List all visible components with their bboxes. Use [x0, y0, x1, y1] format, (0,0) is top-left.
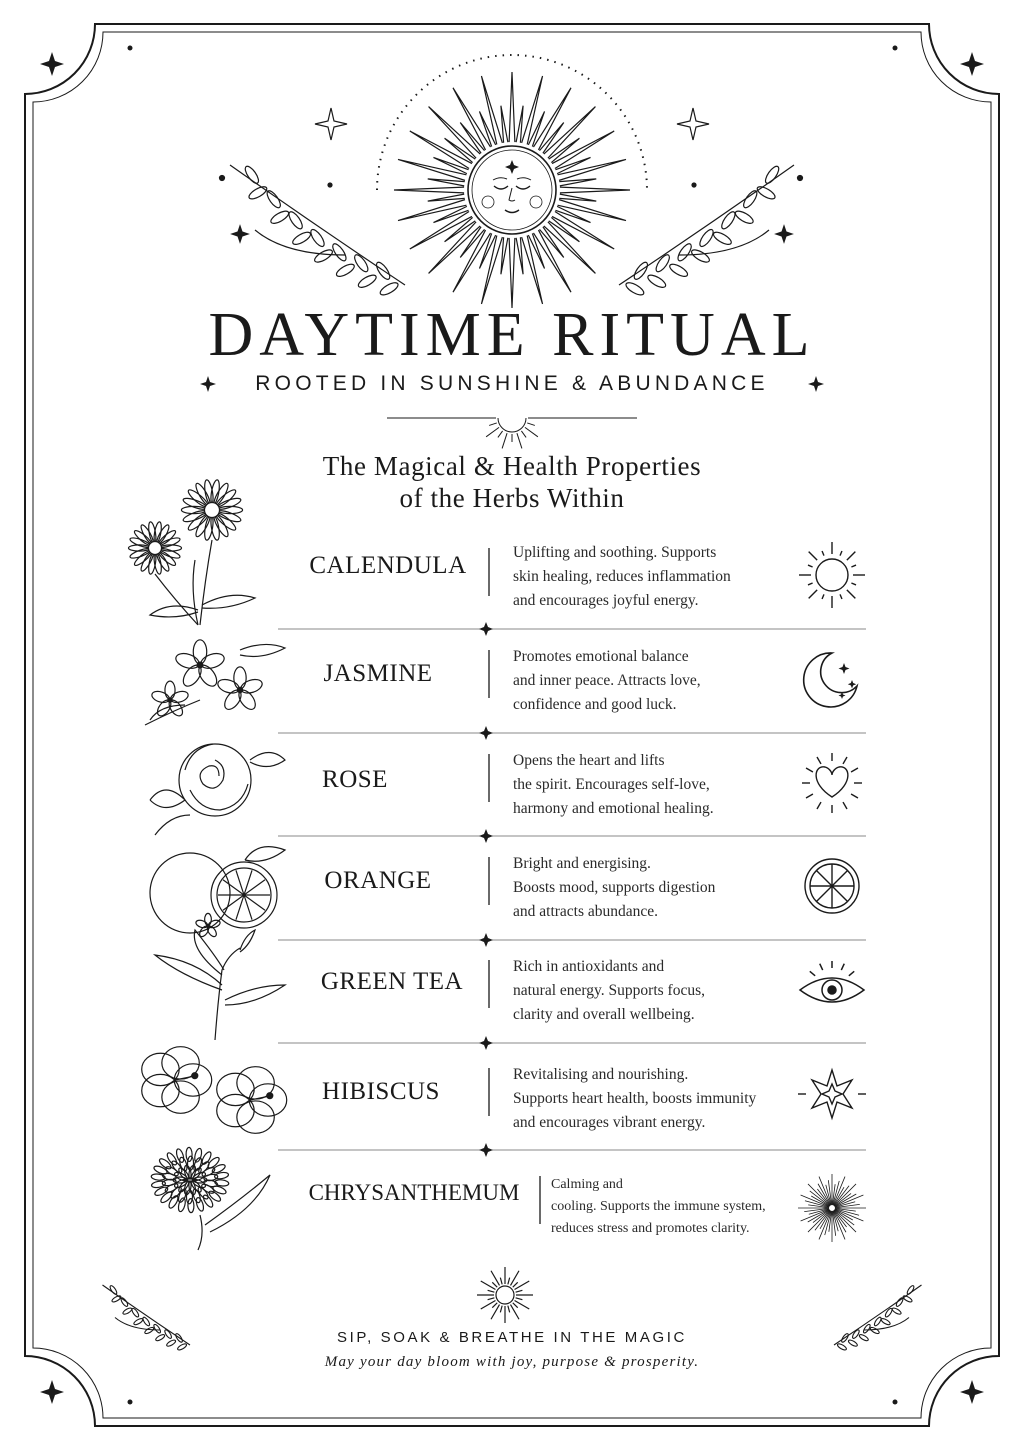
description-line: Bright and energising.	[513, 855, 651, 872]
description-line: and encourages joyful energy.	[513, 592, 699, 609]
herb-name: CHRYSANTHEMUM	[308, 1180, 520, 1205]
description-line: the spirit. Encourages self-love,	[513, 776, 710, 793]
description-line: and attracts abundance.	[513, 903, 659, 920]
description-line: Supports heart health, boosts immunity	[513, 1090, 757, 1107]
crescent-moon-icon	[804, 653, 857, 707]
herb-name: ROSE	[322, 766, 388, 793]
description-line: natural energy. Supports focus,	[513, 982, 705, 999]
description-line: and inner peace. Attracts love,	[513, 672, 701, 689]
description-line: reduces stress and promotes clarity.	[551, 1221, 750, 1236]
radiant-heart-icon	[802, 753, 862, 813]
description-line: Uplifting and soothing. Supports	[513, 544, 717, 561]
eye-icon	[800, 961, 864, 1002]
herb-name: JASMINE	[323, 660, 433, 687]
herb-name: HIBISCUS	[322, 1078, 440, 1105]
sun-icon	[799, 542, 865, 608]
description-line: Rich in antioxidants and	[513, 958, 665, 975]
description-line: and encourages vibrant energy.	[513, 1114, 706, 1131]
description-line: skin healing, reduces inflammation	[513, 568, 731, 585]
description-line: Revitalising and nourishing.	[513, 1066, 689, 1083]
description-line: cooling. Supports the immune system,	[551, 1199, 766, 1214]
citrus-slice-icon	[805, 859, 859, 913]
herb-name: CALENDULA	[309, 552, 467, 579]
description-line: Opens the heart and lifts	[513, 752, 665, 769]
page-subtitle: ROOTED IN SUNSHINE & ABUNDANCE	[255, 372, 769, 395]
herb-name: ORANGE	[324, 867, 432, 894]
description-line: harmony and emotional healing.	[513, 800, 714, 817]
starburst-icon	[798, 1174, 866, 1242]
page-title: DAYTIME RITUAL	[208, 301, 816, 369]
description-line: Boosts mood, supports digestion	[513, 879, 716, 896]
description-line: Promotes emotional balance	[513, 648, 689, 665]
description-line: clarity and overall wellbeing.	[513, 1006, 695, 1023]
herb-name: GREEN TEA	[320, 968, 464, 995]
footer-subline: May your day bloom with joy, purpose & prosperity.	[324, 1354, 700, 1370]
description-line: confidence and good luck.	[513, 696, 677, 713]
section-heading-line-1: The Magical & Health Properties	[322, 451, 702, 481]
star-icon	[798, 1070, 866, 1118]
footer-tagline: SIP, SOAK & BREATHE IN THE MAGIC	[337, 1329, 687, 1346]
section-heading-line-2: of the Herbs Within	[399, 483, 625, 513]
description-line: Calming and	[551, 1177, 623, 1192]
